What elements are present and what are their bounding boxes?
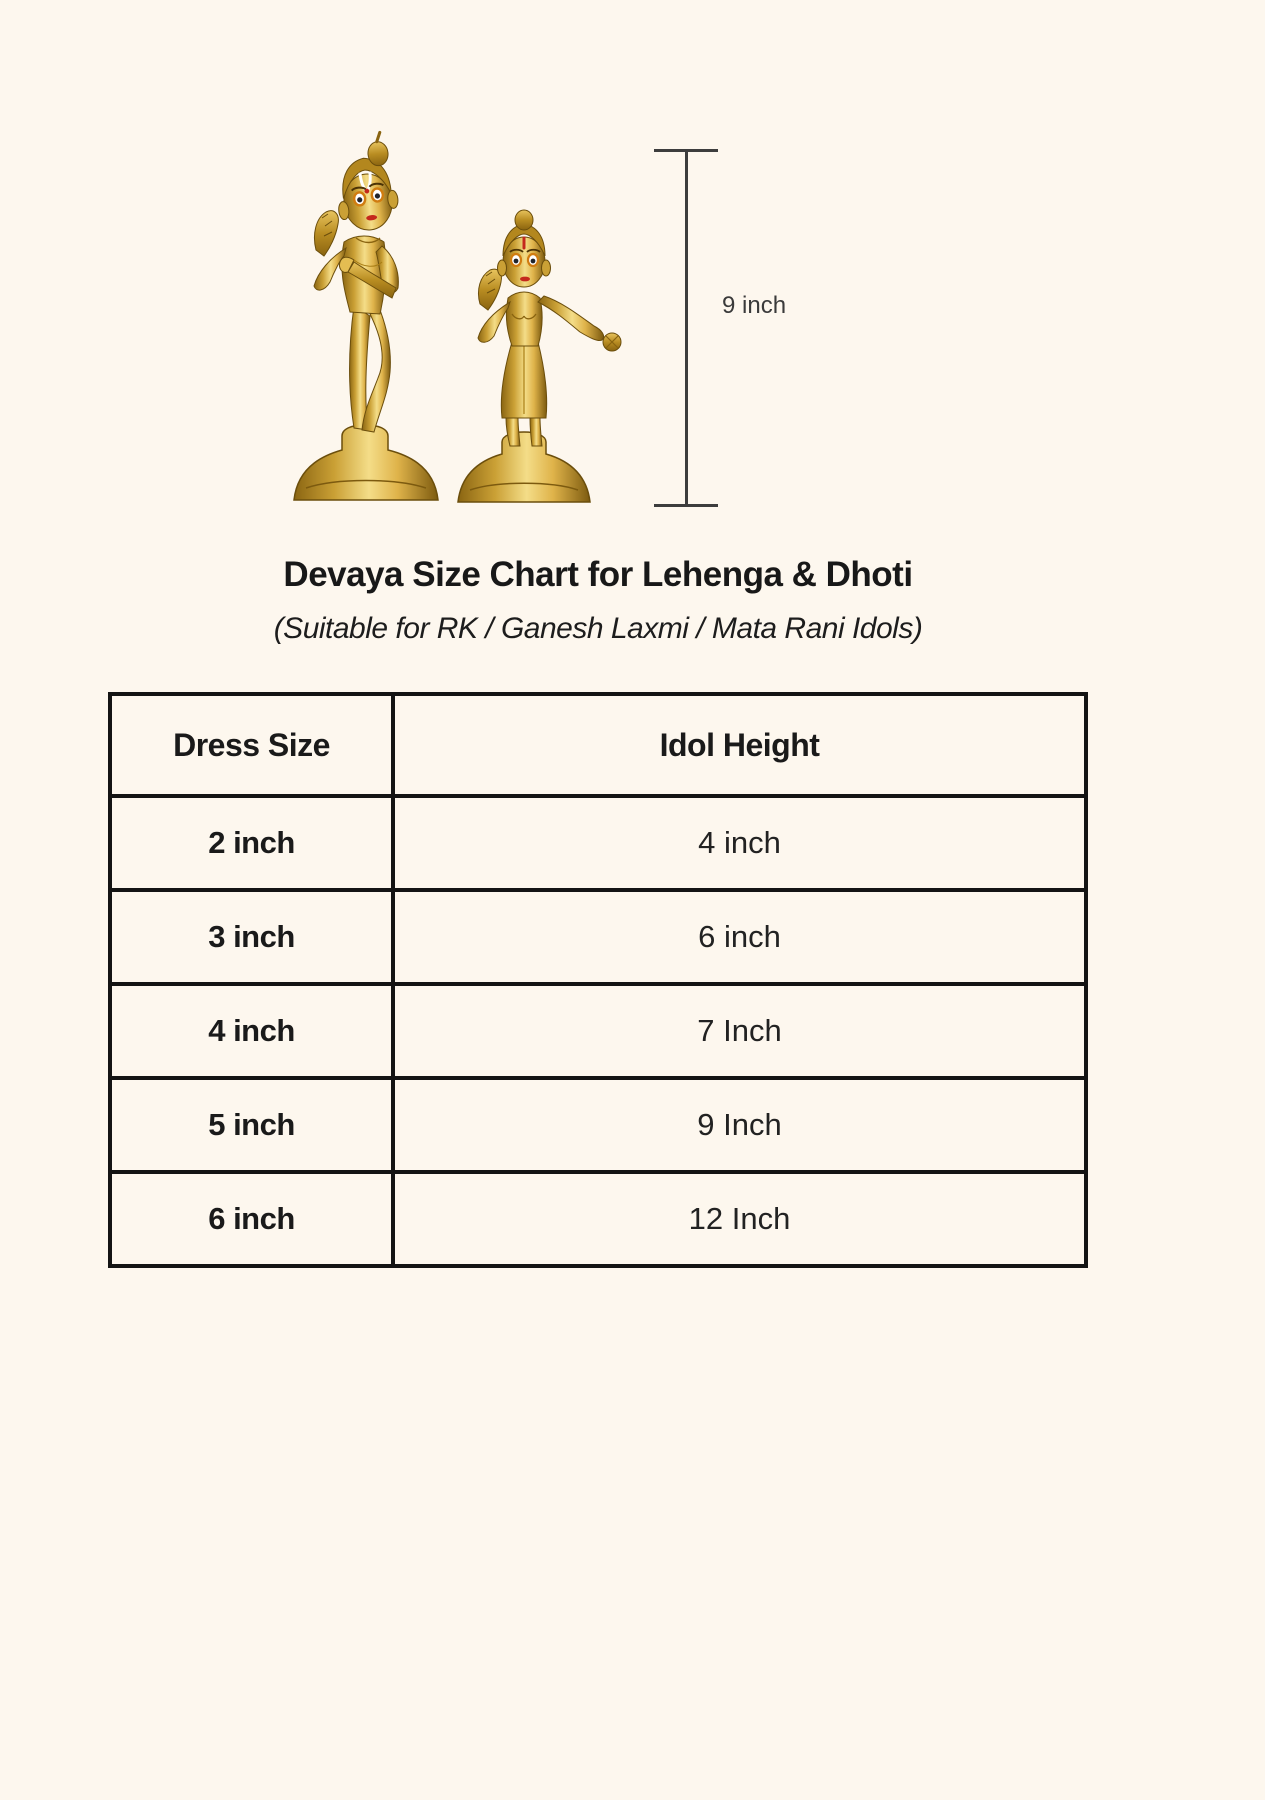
radha-raised-hand	[478, 269, 501, 310]
idol-height-cell: 9 Inch	[393, 1078, 1086, 1172]
krishna-base	[294, 425, 438, 500]
measure-label: 9 inch	[722, 292, 787, 319]
page-title: Devaya Size Chart for Lehenga & Dhoti	[283, 555, 913, 594]
dress-size-cell: 3 inch	[110, 890, 393, 984]
dress-size-cell: 5 inch	[110, 1078, 393, 1172]
idol-height-cell: 12 Inch	[393, 1172, 1086, 1266]
krishna-raised-hand	[314, 211, 338, 256]
radha-head	[498, 210, 551, 287]
column-header-dress-size: Dress Size	[110, 694, 393, 796]
column-header-idol-height: Idol Height	[393, 694, 1086, 796]
measure-line	[685, 150, 688, 507]
size-chart-table	[108, 692, 1088, 1268]
dress-size-cell: 6 inch	[110, 1172, 393, 1266]
lotus-flower	[603, 333, 621, 351]
idol-height-cell: 6 inch	[393, 890, 1086, 984]
page-subtitle: (Suitable for RK / Ganesh Laxmi / Mata Rani Idols)	[273, 612, 923, 645]
table-row	[110, 1078, 1086, 1172]
dress-size-cell: 2 inch	[110, 796, 393, 890]
krishna-head	[331, 131, 401, 233]
table-row	[110, 1172, 1086, 1266]
table-row	[110, 984, 1086, 1078]
measure-cap-bottom	[654, 504, 718, 507]
dress-size-cell: 4 inch	[110, 984, 393, 1078]
table-row	[110, 796, 1086, 890]
idol-height-cell: 4 inch	[393, 796, 1086, 890]
table-row	[110, 890, 1086, 984]
radha-idol-illustration	[430, 190, 634, 506]
radha-base	[458, 432, 590, 502]
idol-height-cell: 7 Inch	[393, 984, 1086, 1078]
table-header-row	[110, 694, 1086, 796]
